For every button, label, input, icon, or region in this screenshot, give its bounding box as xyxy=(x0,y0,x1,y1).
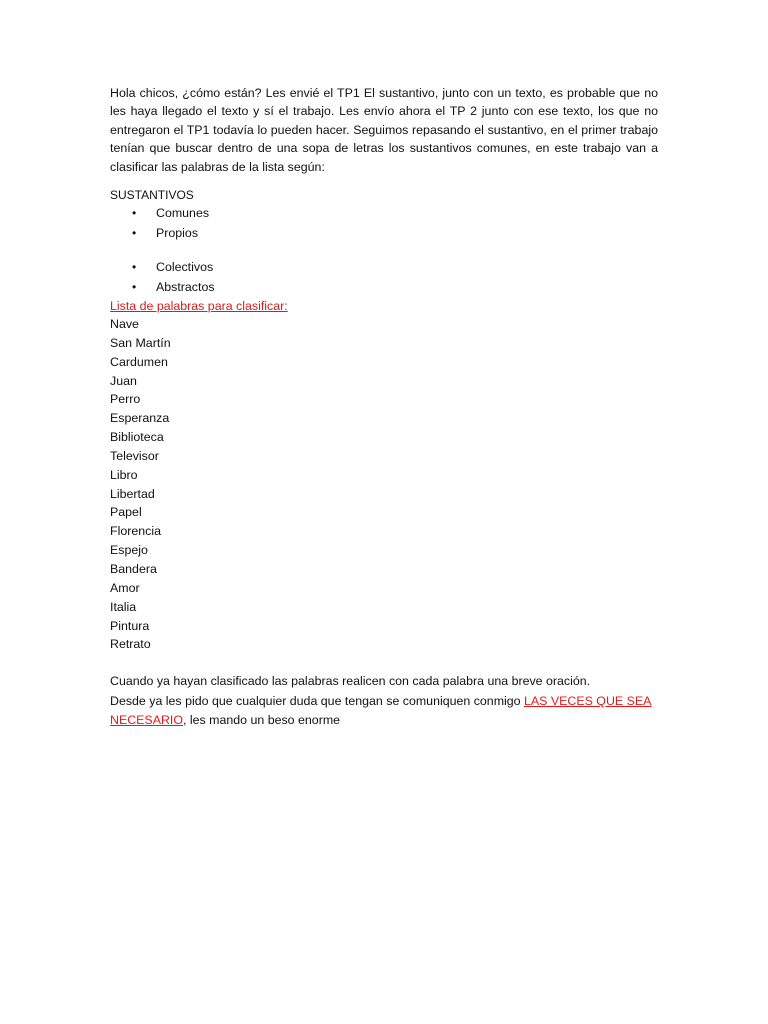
word-item: San Martín xyxy=(110,335,171,350)
list-item xyxy=(110,258,658,278)
sustantivos-heading: SUSTANTIVOS xyxy=(110,188,194,203)
word-item: Biblioteca xyxy=(110,430,164,445)
closing-line-instructions: Cuando ya hayan clasificado las palabras realicen con cada palabra una breve oración. xyxy=(110,674,591,689)
word-item: Italia xyxy=(110,599,137,614)
emphasis-text: LAS VECES QUE SEA NECESARIO xyxy=(110,693,652,728)
word-item: Espejo xyxy=(110,543,148,558)
word-item: Amor xyxy=(110,580,140,595)
word-item: Libertad xyxy=(110,486,155,501)
word-item: Televisor xyxy=(110,448,159,463)
word-item: Papel xyxy=(110,505,142,520)
closing-section xyxy=(110,672,658,731)
word-list-title: Lista de palabras para clasificar: xyxy=(110,299,288,314)
bullet-icon: • xyxy=(132,260,137,275)
document-page xyxy=(110,84,658,731)
list-item xyxy=(110,224,658,244)
word-item: Juan xyxy=(110,373,137,388)
closing-line-farewell xyxy=(110,692,658,731)
noun-type-label: Abstractos xyxy=(156,279,215,294)
noun-type-label: Colectivos xyxy=(156,260,214,275)
list-item xyxy=(110,204,658,224)
farewell-text-end: , les mando un beso enorme xyxy=(182,713,341,728)
bullet-icon: • xyxy=(132,225,137,240)
word-item: Libro xyxy=(110,467,138,482)
word-item: Cardumen xyxy=(110,354,168,369)
word-item: Pintura xyxy=(110,618,150,633)
word-item: Bandera xyxy=(110,562,157,576)
word-item: Retrato xyxy=(110,637,151,652)
list-item xyxy=(110,278,658,298)
noun-type-label: Propios xyxy=(156,225,199,240)
intro-paragraph: Hola chicos, ¿cómo están? Les envié el TP1 El sustantivo, junto con un texto, es probable que no les haya llegado el texto y sí el trabajo. Les envío ahora el TP 2 junto con ese texto, los que no entregaron el TP1 todavía lo pueden hacer. Seguimos repasando el sustantivo, en el primer trabajo tenían que buscar dentro de una sopa de letras los sustantivos comunes, en este trabajo van a clasificar las palabras de la lista según: xyxy=(110,86,658,174)
bullet-icon: • xyxy=(132,206,137,221)
word-item: Perro xyxy=(110,392,141,407)
noun-type-label: Comunes xyxy=(156,206,210,221)
word-item: Nave xyxy=(110,317,139,332)
word-item: Florencia xyxy=(110,524,161,539)
farewell-text-start: Desde ya les pido que cualquier duda que tengan se comuniquen conmigo xyxy=(110,693,524,708)
word-list xyxy=(110,315,658,654)
noun-types-list xyxy=(110,204,658,297)
word-item: Esperanza xyxy=(110,411,170,426)
bullet-icon: • xyxy=(132,279,137,294)
